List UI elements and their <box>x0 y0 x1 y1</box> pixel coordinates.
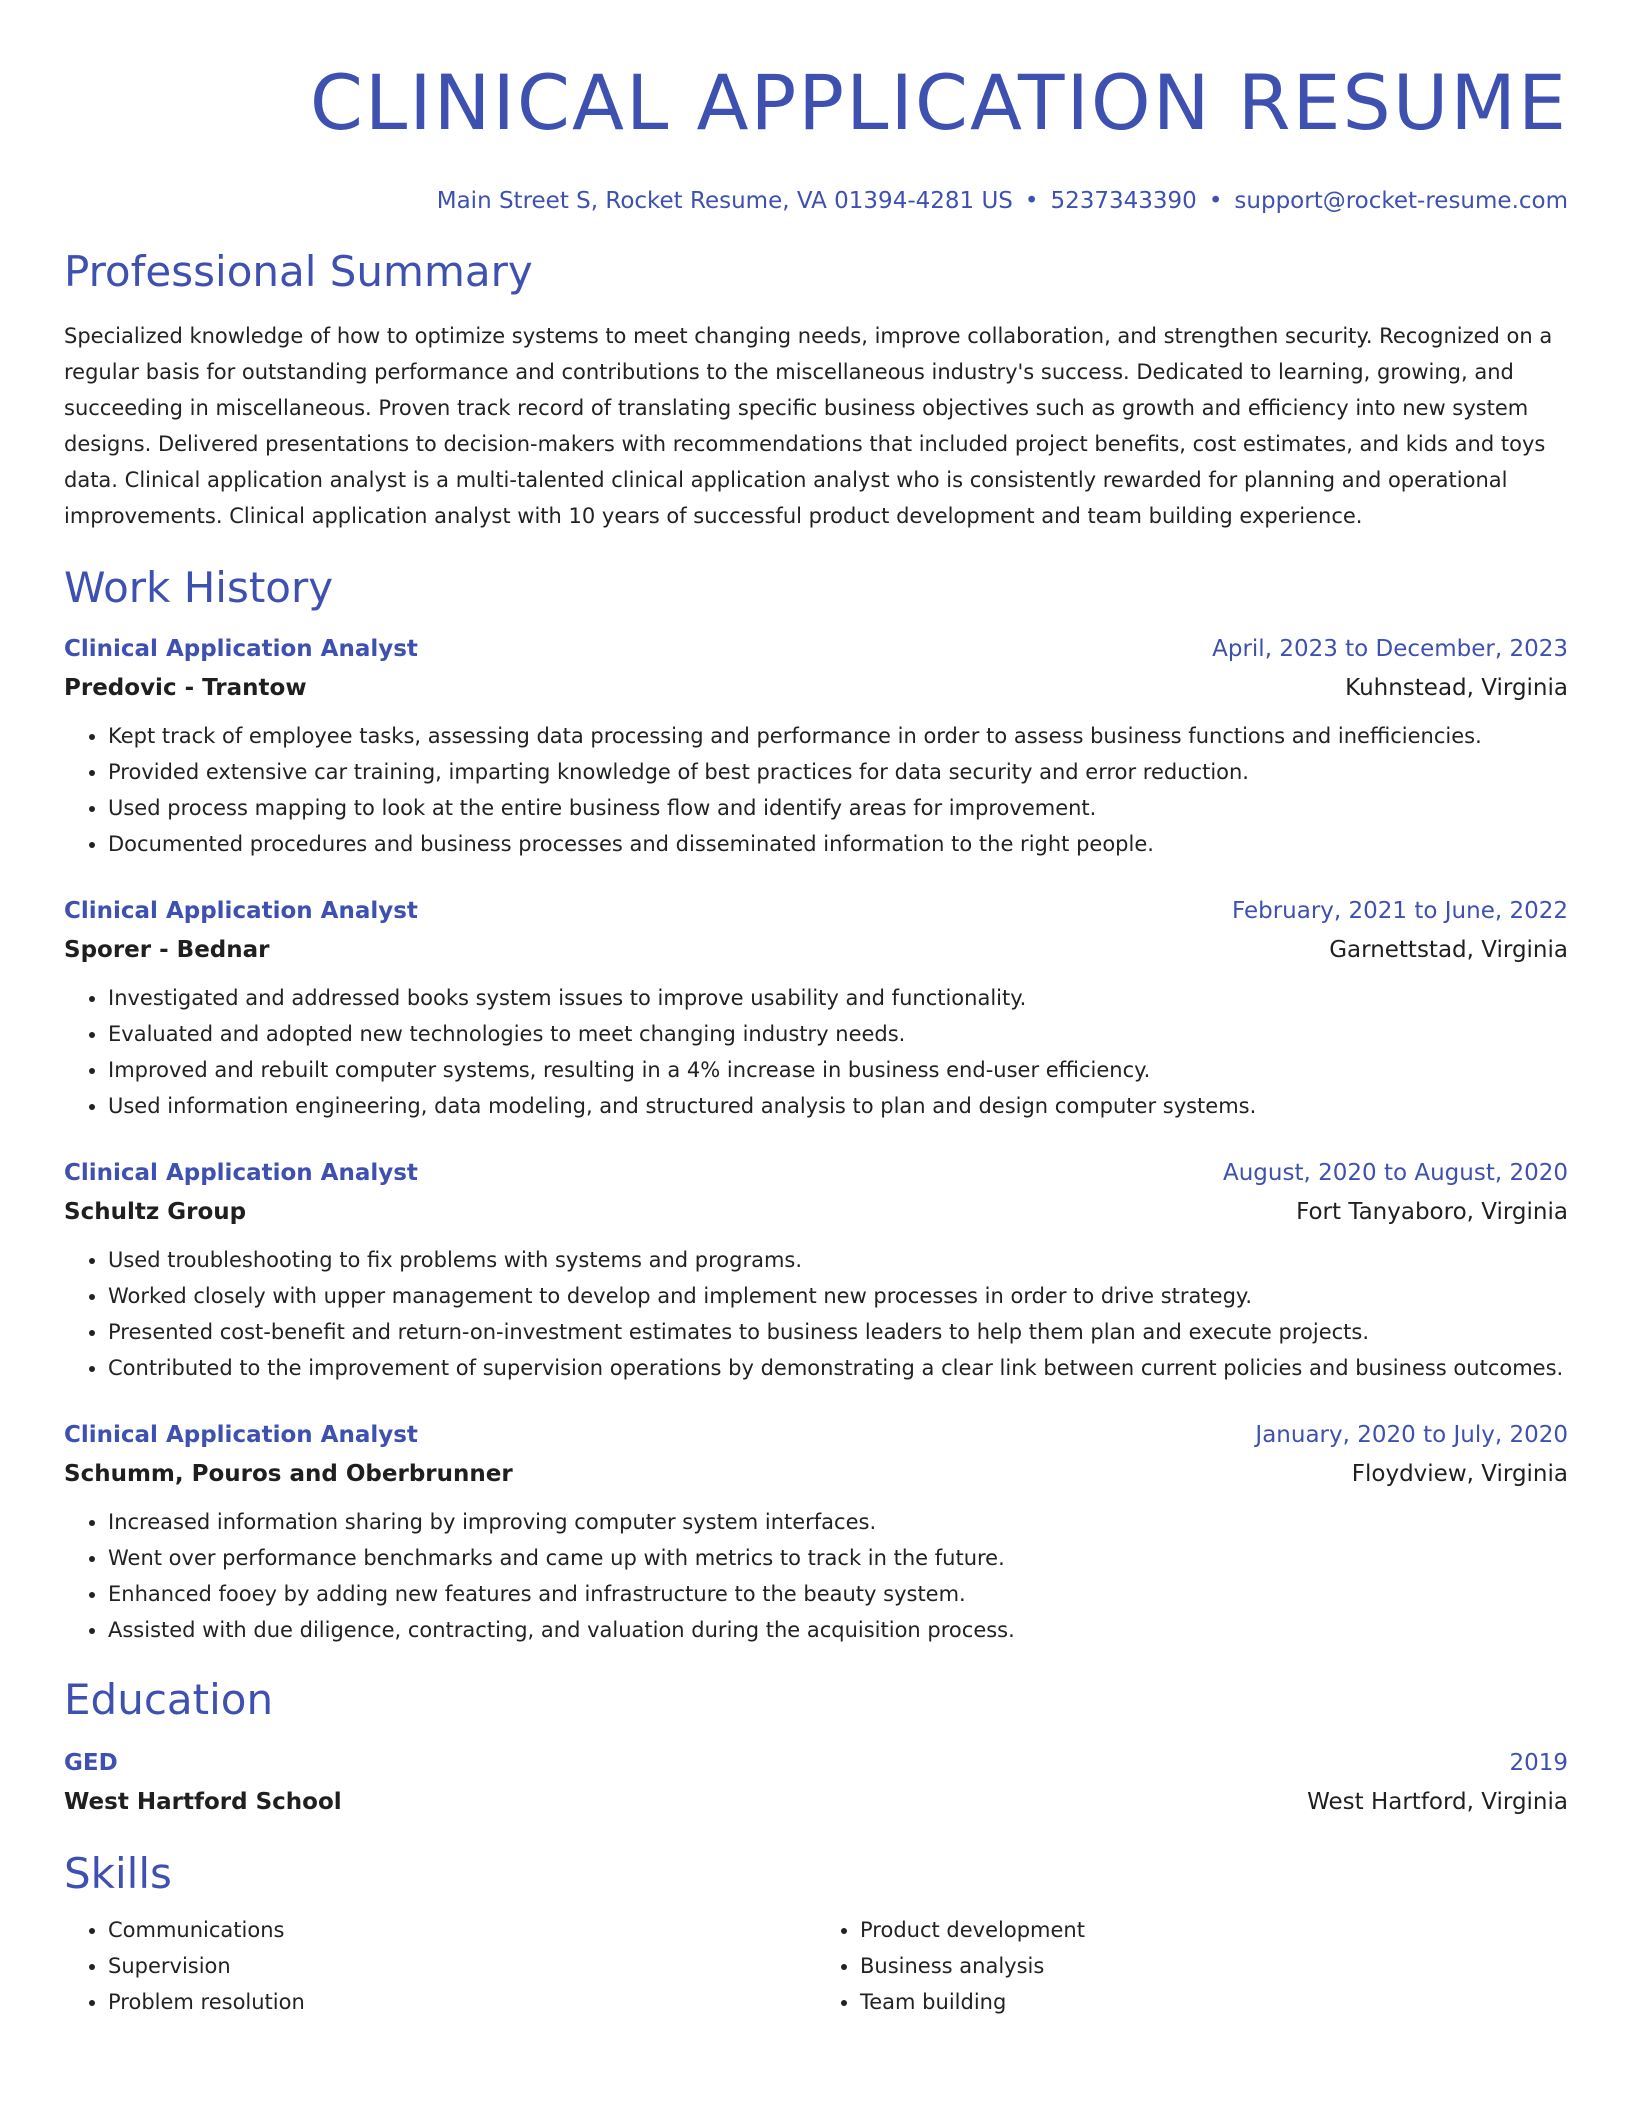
job-bullets <box>64 718 1568 862</box>
job-bullet: • Assisted with due diligence, contracting, and valuation during the acquisition process. <box>108 1612 1568 1648</box>
job-bullet: • Worked closely with upper management to develop and implement new processes in order to drive strategy. <box>108 1278 1568 1314</box>
skills-column-right <box>816 1912 1568 2020</box>
job-company-row <box>64 931 1568 970</box>
contact-address: Main Street S, Rocket Resume, VA 01394-4281 US <box>436 188 1013 214</box>
job-bullet: • Used troubleshooting to fix problems with systems and programs. <box>108 1242 1568 1278</box>
job-location: Floydview, Virginia <box>1351 1461 1568 1487</box>
skills-columns <box>64 1912 1568 2020</box>
skill-item: • Team building <box>860 1984 1568 2020</box>
education-header-row <box>64 1744 1568 1783</box>
bullet-separator: • <box>1208 188 1223 214</box>
job-title: Clinical Application Analyst <box>64 636 418 662</box>
job-title: Clinical Application Analyst <box>64 898 418 924</box>
education-degree: GED <box>64 1750 118 1776</box>
job-company-row <box>64 1193 1568 1232</box>
job-header-row <box>64 1416 1568 1455</box>
job-bullets <box>64 1504 1568 1648</box>
education-section <box>64 1674 1568 1822</box>
skill-item: • Business analysis <box>860 1948 1568 1984</box>
job-bullet: • Enhanced fooey by adding new features and infrastructure to the beauty system. <box>108 1576 1568 1612</box>
job-bullets <box>64 980 1568 1124</box>
job-location: Kuhnstead, Virginia <box>1345 675 1568 701</box>
job-entry <box>64 630 1568 862</box>
bullet-separator: • <box>1024 188 1039 214</box>
skills-column-left <box>64 1912 816 2020</box>
job-bullet: • Provided extensive car training, imparting knowledge of best practices for data security and error reduction. <box>108 754 1568 790</box>
education-entry <box>64 1744 1568 1822</box>
section-title-work-history: Work History <box>64 563 334 612</box>
job-entry <box>64 892 1568 1124</box>
job-location: Garnettstad, Virginia <box>1329 937 1568 963</box>
job-bullet: • Kept track of employee tasks, assessing data processing and performance in order to assess business functions and inefficiencies. <box>108 718 1568 754</box>
contact-email: support@rocket-resume.com <box>1234 188 1568 214</box>
job-entry <box>64 1416 1568 1648</box>
work-history-section <box>64 562 1568 1648</box>
job-company: Schumm, Pouros and Oberbrunner <box>64 1461 513 1487</box>
resume-title: CLINICAL APPLICATION RESUME <box>309 58 1568 147</box>
skill-item: • Communications <box>108 1912 816 1948</box>
skill-item: • Problem resolution <box>108 1984 816 2020</box>
section-title-summary: Professional Summary <box>64 247 533 296</box>
job-location: Fort Tanyaboro, Virginia <box>1296 1199 1568 1225</box>
skill-item: • Supervision <box>108 1948 816 1984</box>
section-title-skills: Skills <box>64 1849 172 1898</box>
contact-phone: 5237343390 <box>1050 188 1197 214</box>
job-bullet: • Investigated and addressed books system issues to improve usability and functionality. <box>108 980 1568 1016</box>
education-location: West Hartford, Virginia <box>1307 1789 1568 1815</box>
contact-line <box>64 186 1568 216</box>
summary-section <box>64 246 1568 534</box>
job-bullets <box>64 1242 1568 1386</box>
summary-text: Specialized knowledge of how to optimize systems to meet changing needs, improve collaboration, and strengthen security. Recognized on a regular basis for outstanding performance and contributions to the miscellaneous industry's success. Dedicated to learning, growing, and succeeding in miscellaneous. Proven track record of translating specific business objectives such as growth and efficiency into new system designs. Delivered presentations to decision-makers with recommendations that included project benefits, cost estimates, and kids and toys data. Clinical application analyst is a multi-talented clinical application analyst who is consistently rewarded for planning and operational improvements. Clinical application analyst with 10 years of successful product development and team building experience. <box>64 324 1553 528</box>
job-bullet: • Used process mapping to look at the entire business flow and identify areas for improvement. <box>108 790 1568 826</box>
job-bullet: • Improved and rebuilt computer systems, resulting in a 4% increase in business end-user efficiency. <box>108 1052 1568 1088</box>
education-school-row <box>64 1783 1568 1822</box>
job-bullet: • Increased information sharing by improving computer system interfaces. <box>108 1504 1568 1540</box>
job-title: Clinical Application Analyst <box>64 1160 418 1186</box>
job-bullet: • Used information engineering, data modeling, and structured analysis to plan and design computer systems. <box>108 1088 1568 1124</box>
job-header-row <box>64 1154 1568 1193</box>
skill-item: • Product development <box>860 1912 1568 1948</box>
job-bullet: • Evaluated and adopted new technologies to meet changing industry needs. <box>108 1016 1568 1052</box>
job-company: Sporer - Bednar <box>64 937 270 963</box>
section-title-education: Education <box>64 1675 274 1724</box>
job-header-row <box>64 892 1568 931</box>
skills-section <box>64 1848 1568 2020</box>
job-dates: April, 2023 to December, 2023 <box>1212 636 1568 662</box>
job-company: Schultz Group <box>64 1199 247 1225</box>
job-company-row <box>64 1455 1568 1494</box>
job-dates: August, 2020 to August, 2020 <box>1223 1160 1568 1186</box>
job-bullet: • Presented cost-benefit and return-on-investment estimates to business leaders to help them plan and execute projects. <box>108 1314 1568 1350</box>
job-dates: February, 2021 to June, 2022 <box>1231 898 1568 924</box>
resume-header <box>64 52 1568 216</box>
job-title: Clinical Application Analyst <box>64 1422 418 1448</box>
job-dates: January, 2020 to July, 2020 <box>1255 1422 1568 1448</box>
education-school: West Hartford School <box>64 1789 342 1815</box>
education-year: 2019 <box>1509 1750 1568 1776</box>
job-company-row <box>64 669 1568 708</box>
job-company: Predovic - Trantow <box>64 675 307 701</box>
job-entry <box>64 1154 1568 1386</box>
job-bullet: • Documented procedures and business processes and disseminated information to the right people. <box>108 826 1568 862</box>
job-header-row <box>64 630 1568 669</box>
job-bullet: • Contributed to the improvement of supervision operations by demonstrating a clear link between current policies and business outcomes. <box>108 1350 1568 1386</box>
job-bullet: • Went over performance benchmarks and came up with metrics to track in the future. <box>108 1540 1568 1576</box>
